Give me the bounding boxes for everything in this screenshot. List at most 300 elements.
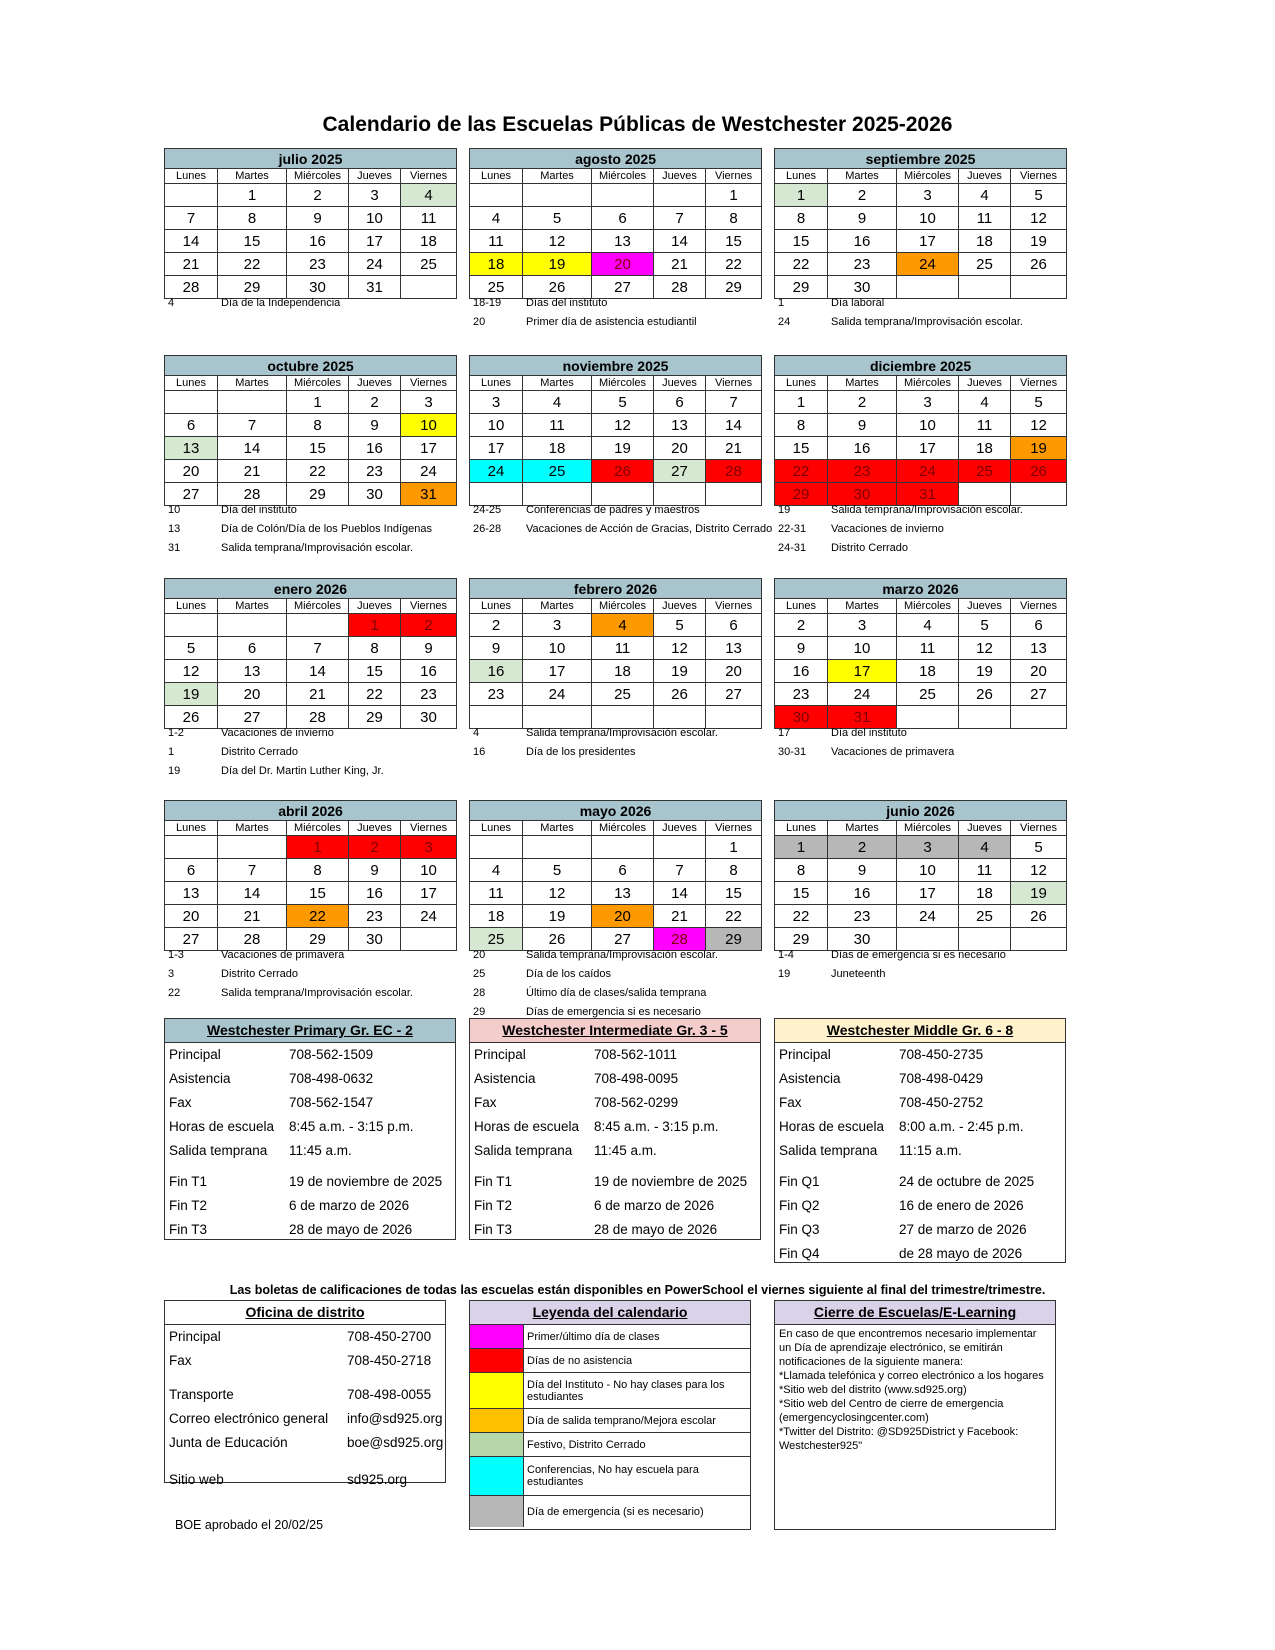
school-term-row — [165, 1194, 455, 1218]
weekday-label: Lunes — [165, 599, 218, 614]
legend-label: Conferencias, No hay escuela para estudiantes — [527, 1464, 699, 1488]
month-table — [164, 148, 457, 299]
day-cell: 30 — [349, 483, 401, 506]
day-cell: 18 — [959, 882, 1011, 905]
weekday-label: Miércoles — [287, 599, 349, 614]
note-date: 19 — [778, 968, 791, 980]
note-text: Días de emergencia si es necesario — [831, 949, 1006, 961]
contact-label: Asistencia — [779, 1071, 841, 1086]
legend-label: Día de salida temprano/Mejora escolar — [527, 1414, 716, 1427]
school-term-row — [470, 1170, 760, 1194]
day-cell: 25 — [959, 253, 1011, 276]
closure-text — [775, 1325, 1055, 1455]
day-cell: 4 — [897, 614, 959, 637]
day-cell: 14 — [218, 882, 287, 905]
day-cell: 17 — [401, 882, 457, 905]
month-table — [774, 800, 1067, 951]
school-contact-row — [470, 1043, 760, 1067]
term-date: 28 de mayo de 2026 — [289, 1222, 413, 1237]
day-cell: 10 — [897, 207, 959, 230]
term-label: Fin Q4 — [779, 1246, 820, 1261]
weekday-label: Miércoles — [592, 376, 654, 391]
note-row — [164, 762, 464, 781]
day-cell: 21 — [654, 905, 706, 928]
note-date: 28 — [473, 987, 486, 999]
weekday-label: Lunes — [470, 821, 523, 836]
day-cell: 8 — [775, 207, 828, 230]
spacer — [470, 1163, 760, 1170]
school-contact-row — [470, 1067, 760, 1091]
term-date: 27 de marzo de 2026 — [899, 1222, 1027, 1237]
weekday-label: Lunes — [165, 376, 218, 391]
note-row — [774, 539, 1074, 558]
note-row — [774, 946, 1074, 965]
day-cell: 15 — [706, 882, 762, 905]
day-cell: 13 — [165, 437, 218, 460]
day-cell: 17 — [401, 437, 457, 460]
day-cell: 22 — [706, 905, 762, 928]
day-cell: 11 — [959, 207, 1011, 230]
day-cell: 11 — [897, 637, 959, 660]
note-row — [774, 743, 1074, 762]
day-cell — [218, 836, 287, 859]
note-text: Vacaciones de invierno — [221, 727, 334, 739]
legend-label: Primer/último día de clases — [527, 1330, 660, 1343]
day-cell: 8 — [218, 207, 287, 230]
closure-box — [774, 1300, 1056, 1530]
day-cell: 27 — [218, 706, 287, 729]
day-cell: 5 — [592, 391, 654, 414]
contact-value: 11:45 a.m. — [594, 1143, 657, 1158]
weekday-label: Viernes — [706, 599, 762, 614]
day-cell: 22 — [287, 460, 349, 483]
day-cell: 16 — [775, 660, 828, 683]
spacer — [165, 1163, 455, 1170]
weekday-label: Jueves — [654, 169, 706, 184]
day-cell: 6 — [218, 637, 287, 660]
day-cell: 19 — [1011, 437, 1067, 460]
day-cell — [654, 836, 706, 859]
day-cell: 10 — [897, 414, 959, 437]
day-cell: 6 — [165, 414, 218, 437]
district-row — [165, 1455, 445, 1492]
school-contact-row — [470, 1091, 760, 1115]
note-row — [774, 965, 1074, 984]
day-cell: 24 — [828, 683, 897, 706]
term-label: Fin Q2 — [779, 1198, 820, 1213]
day-cell: 24 — [523, 683, 592, 706]
day-cell: 5 — [523, 859, 592, 882]
day-cell: 11 — [470, 882, 523, 905]
weekday-label: Viernes — [401, 821, 457, 836]
weekday-label: Viernes — [401, 169, 457, 184]
day-cell: 12 — [165, 660, 218, 683]
weekday-label: Jueves — [349, 821, 401, 836]
weekday-label: Lunes — [470, 376, 523, 391]
day-cell: 30 — [828, 928, 897, 951]
day-cell: 13 — [706, 637, 762, 660]
day-cell: 29 — [349, 706, 401, 729]
day-cell: 18 — [523, 437, 592, 460]
note-text: Salida temprana/Improvisación escolar. — [221, 542, 413, 554]
term-label: Fin T3 — [474, 1222, 513, 1237]
legend-swatch — [470, 1325, 524, 1348]
month-name: marzo 2026 — [775, 579, 1067, 599]
day-cell: 29 — [775, 276, 828, 299]
note-date: 29 — [473, 1006, 486, 1018]
school-contact-row — [775, 1067, 1065, 1091]
legend-label: Día de emergencia (si es necesario) — [527, 1505, 704, 1518]
month-calendar — [774, 148, 1066, 299]
contact-label: Fax — [779, 1095, 802, 1110]
school-term-row — [165, 1218, 455, 1242]
day-cell: 19 — [165, 683, 218, 706]
school-term-row — [470, 1194, 760, 1218]
contact-value: 708-498-0632 — [289, 1071, 374, 1086]
month-name: septiembre 2025 — [775, 149, 1067, 169]
note-text: Distrito Cerrado — [221, 968, 299, 980]
day-cell: 7 — [654, 859, 706, 882]
day-cell: 23 — [828, 253, 897, 276]
day-cell: 3 — [897, 184, 959, 207]
boe-approval: BOE aprobado el 20/02/25 — [175, 1518, 324, 1532]
day-cell: 2 — [828, 184, 897, 207]
contact-label: Horas de escuela — [779, 1119, 885, 1134]
district-label: Fax — [169, 1353, 192, 1368]
day-cell: 21 — [165, 253, 218, 276]
day-cell: 12 — [1011, 207, 1067, 230]
school-name: Westchester Middle Gr. 6 - 8 — [775, 1019, 1065, 1043]
calendar-legend-title: Leyenda del calendario — [470, 1301, 750, 1325]
day-cell — [218, 391, 287, 414]
legend-row — [470, 1433, 750, 1457]
school-box — [469, 1018, 761, 1240]
district-row — [165, 1325, 445, 1349]
legend-row — [470, 1457, 750, 1496]
weekday-label: Jueves — [959, 169, 1011, 184]
school-term-row — [775, 1218, 1065, 1242]
day-cell: 27 — [592, 928, 654, 951]
day-cell: 14 — [287, 660, 349, 683]
weekday-label: Jueves — [654, 599, 706, 614]
note-date: 1-3 — [168, 949, 184, 961]
weekday-label: Martes — [523, 169, 592, 184]
day-cell: 8 — [287, 414, 349, 437]
day-cell: 4 — [401, 184, 457, 207]
day-cell: 25 — [470, 928, 523, 951]
day-cell: 9 — [470, 637, 523, 660]
note-text: Salida temprana/Improvisación escolar. — [526, 727, 718, 739]
legend-row — [470, 1373, 750, 1409]
weekday-label: Miércoles — [592, 169, 654, 184]
weekday-label: Lunes — [165, 821, 218, 836]
school-contact-row — [775, 1139, 1065, 1163]
month-calendar — [774, 355, 1066, 506]
contact-value: 8:45 a.m. - 3:15 p.m. — [289, 1119, 414, 1134]
month-calendar — [469, 800, 761, 951]
day-cell: 16 — [349, 437, 401, 460]
day-cell: 3 — [523, 614, 592, 637]
day-cell: 22 — [775, 460, 828, 483]
weekday-label: Lunes — [775, 821, 828, 836]
legend-swatch — [470, 1409, 524, 1432]
day-cell: 21 — [218, 460, 287, 483]
weekday-label: Martes — [523, 821, 592, 836]
note-date: 1-2 — [168, 727, 184, 739]
weekday-label: Jueves — [654, 376, 706, 391]
day-cell: 15 — [706, 230, 762, 253]
note-row — [469, 520, 773, 539]
weekday-label: Martes — [218, 169, 287, 184]
term-date: 19 de noviembre de 2025 — [594, 1174, 748, 1189]
district-label: Junta de Educación — [169, 1435, 288, 1450]
day-cell: 18 — [401, 230, 457, 253]
closure-line: En caso de que encontremos necesario implementar un Día de aprendizaje electrónico, se emitirán notificaciones de la siguiente manera: — [779, 1328, 1037, 1368]
day-cell: 31 — [349, 276, 401, 299]
day-cell — [523, 184, 592, 207]
weekday-label: Jueves — [654, 821, 706, 836]
legend-row — [470, 1349, 750, 1373]
term-label: Fin T3 — [169, 1222, 208, 1237]
day-cell: 11 — [523, 414, 592, 437]
contact-value: 11:15 a.m. — [899, 1143, 962, 1158]
weekday-label: Lunes — [165, 169, 218, 184]
day-cell: 10 — [897, 859, 959, 882]
note-row — [469, 743, 769, 762]
month-calendar — [774, 800, 1066, 951]
legend-swatch — [470, 1349, 524, 1372]
day-cell: 20 — [165, 905, 218, 928]
day-cell: 15 — [775, 437, 828, 460]
note-text: Día de Colón/Día de los Pueblos Indígenas — [221, 523, 432, 535]
month-calendar — [469, 355, 761, 506]
month-table — [469, 800, 762, 951]
day-cell: 20 — [706, 660, 762, 683]
note-row — [164, 946, 464, 965]
day-cell: 2 — [349, 836, 401, 859]
day-cell: 21 — [654, 253, 706, 276]
note-text: Día laboral — [831, 297, 885, 309]
note-row — [164, 965, 464, 984]
weekday-label: Viernes — [1011, 821, 1067, 836]
day-cell: 18 — [959, 230, 1011, 253]
day-cell: 15 — [349, 660, 401, 683]
contact-value: 708-562-1547 — [289, 1095, 374, 1110]
day-cell: 12 — [523, 230, 592, 253]
day-cell: 1 — [218, 184, 287, 207]
weekday-label: Jueves — [959, 599, 1011, 614]
district-value: 708-450-2700 — [347, 1329, 432, 1344]
note-row — [774, 294, 1074, 313]
day-cell: 17 — [897, 230, 959, 253]
day-cell: 17 — [470, 437, 523, 460]
term-label: Fin Q3 — [779, 1222, 820, 1237]
month-name: abril 2026 — [165, 801, 457, 821]
day-cell: 14 — [218, 437, 287, 460]
day-cell: 8 — [706, 207, 762, 230]
school-term-row — [775, 1170, 1065, 1194]
day-cell: 15 — [287, 882, 349, 905]
contact-label: Salida temprana — [474, 1143, 573, 1158]
day-cell — [470, 184, 523, 207]
day-cell: 19 — [1011, 882, 1067, 905]
contact-label: Horas de escuela — [474, 1119, 580, 1134]
day-cell: 4 — [470, 207, 523, 230]
day-cell: 31 — [401, 483, 457, 506]
legend-swatch — [470, 1496, 524, 1527]
day-cell: 5 — [959, 614, 1011, 637]
school-term-row — [470, 1218, 760, 1242]
contact-label: Principal — [779, 1047, 831, 1062]
day-cell: 4 — [523, 391, 592, 414]
district-value: sd925.org — [347, 1472, 408, 1487]
note-text: Distrito Cerrado — [221, 746, 299, 758]
day-cell: 18 — [959, 437, 1011, 460]
month-name: junio 2026 — [775, 801, 1067, 821]
note-date: 1 — [168, 746, 175, 758]
weekday-label: Miércoles — [287, 376, 349, 391]
contact-label: Fax — [169, 1095, 192, 1110]
day-cell: 6 — [706, 614, 762, 637]
day-cell: 14 — [165, 230, 218, 253]
day-cell: 24 — [897, 905, 959, 928]
day-cell: 3 — [828, 614, 897, 637]
note-date: 24 — [778, 316, 791, 328]
day-cell: 2 — [349, 391, 401, 414]
day-cell: 4 — [592, 614, 654, 637]
weekday-label: Martes — [218, 821, 287, 836]
contact-label: Asistencia — [474, 1071, 536, 1086]
day-cell: 6 — [165, 859, 218, 882]
district-office-title: Oficina de distrito — [165, 1301, 445, 1325]
day-cell: 8 — [287, 859, 349, 882]
contact-value: 708-450-2735 — [899, 1047, 984, 1062]
legend-swatch — [470, 1457, 524, 1495]
month-table — [164, 355, 457, 506]
day-cell — [165, 184, 218, 207]
note-text: Días de emergencia si es necesario — [526, 1006, 701, 1018]
day-cell: 1 — [287, 836, 349, 859]
day-cell — [165, 836, 218, 859]
month-table — [164, 578, 457, 729]
day-cell: 19 — [523, 253, 592, 276]
day-cell: 22 — [287, 905, 349, 928]
legend-label: Festivo, Distrito Cerrado — [527, 1438, 646, 1451]
day-cell: 2 — [470, 614, 523, 637]
day-cell: 23 — [287, 253, 349, 276]
term-label: Fin Q1 — [779, 1174, 820, 1189]
day-cell: 30 — [349, 928, 401, 951]
district-row — [165, 1431, 445, 1455]
day-cell: 5 — [165, 637, 218, 660]
note-row — [164, 294, 464, 313]
note-row — [469, 946, 769, 965]
contact-value: 708-498-0429 — [899, 1071, 984, 1086]
term-date: 6 de marzo de 2026 — [594, 1198, 715, 1213]
term-label: Fin T2 — [474, 1198, 513, 1213]
note-date: 26-28 — [473, 523, 502, 535]
day-cell: 24 — [470, 460, 523, 483]
note-text: Distrito Cerrado — [831, 542, 909, 554]
term-date: de 28 mayo de 2026 — [899, 1246, 1023, 1261]
note-row — [164, 539, 464, 558]
month-calendar — [164, 148, 456, 299]
day-cell: 24 — [349, 253, 401, 276]
day-cell: 2 — [828, 836, 897, 859]
day-cell: 5 — [1011, 836, 1067, 859]
note-row — [164, 743, 464, 762]
weekday-label: Jueves — [349, 599, 401, 614]
day-cell: 1 — [706, 836, 762, 859]
day-cell: 17 — [523, 660, 592, 683]
day-cell: 26 — [1011, 460, 1067, 483]
day-cell: 16 — [287, 230, 349, 253]
day-cell: 7 — [218, 414, 287, 437]
note-row — [774, 520, 1074, 539]
day-cell: 30 — [287, 276, 349, 299]
day-cell: 13 — [592, 230, 654, 253]
note-row — [774, 313, 1074, 332]
weekday-label: Miércoles — [287, 169, 349, 184]
term-label: Fin T1 — [474, 1174, 513, 1189]
note-date: 20 — [473, 949, 486, 961]
weekday-label: Jueves — [959, 376, 1011, 391]
school-contact-row — [165, 1091, 455, 1115]
weekday-label: Viernes — [1011, 169, 1067, 184]
term-date: 6 de marzo de 2026 — [289, 1198, 410, 1213]
day-cell: 7 — [165, 207, 218, 230]
note-text: Conferencias de padres y maestros — [526, 504, 700, 516]
day-cell: 14 — [706, 414, 762, 437]
district-row — [165, 1349, 445, 1373]
day-cell: 14 — [654, 882, 706, 905]
note-text: Salida temprana/Improvisación escolar. — [831, 504, 1023, 516]
day-cell: 19 — [523, 905, 592, 928]
day-cell: 28 — [218, 928, 287, 951]
note-row — [469, 313, 769, 332]
day-cell — [470, 836, 523, 859]
weekday-label: Viernes — [401, 376, 457, 391]
month-calendar — [164, 578, 456, 729]
weekday-label: Viernes — [1011, 599, 1067, 614]
day-cell: 31 — [828, 706, 897, 729]
legend-swatch — [470, 1433, 524, 1456]
note-text: Vacaciones de primavera — [831, 746, 955, 758]
day-cell: 9 — [349, 414, 401, 437]
day-cell: 17 — [349, 230, 401, 253]
weekday-label: Martes — [828, 599, 897, 614]
contact-label: Salida temprana — [779, 1143, 878, 1158]
note-text: Salida temprana/Improvisación escolar. — [526, 949, 718, 961]
day-cell: 6 — [654, 391, 706, 414]
day-cell: 20 — [592, 253, 654, 276]
month-notes — [164, 946, 464, 1003]
day-cell: 2 — [775, 614, 828, 637]
day-cell: 15 — [218, 230, 287, 253]
month-name: diciembre 2025 — [775, 356, 1067, 376]
day-cell: 9 — [775, 637, 828, 660]
note-text: Vacaciones de primavera — [221, 949, 345, 961]
day-cell: 11 — [401, 207, 457, 230]
note-row — [469, 501, 769, 520]
day-cell: 10 — [828, 637, 897, 660]
day-cell: 25 — [959, 460, 1011, 483]
day-cell: 28 — [165, 276, 218, 299]
note-row — [164, 520, 464, 539]
contact-label: Asistencia — [169, 1071, 231, 1086]
day-cell: 11 — [959, 414, 1011, 437]
note-date: 19 — [778, 504, 791, 516]
